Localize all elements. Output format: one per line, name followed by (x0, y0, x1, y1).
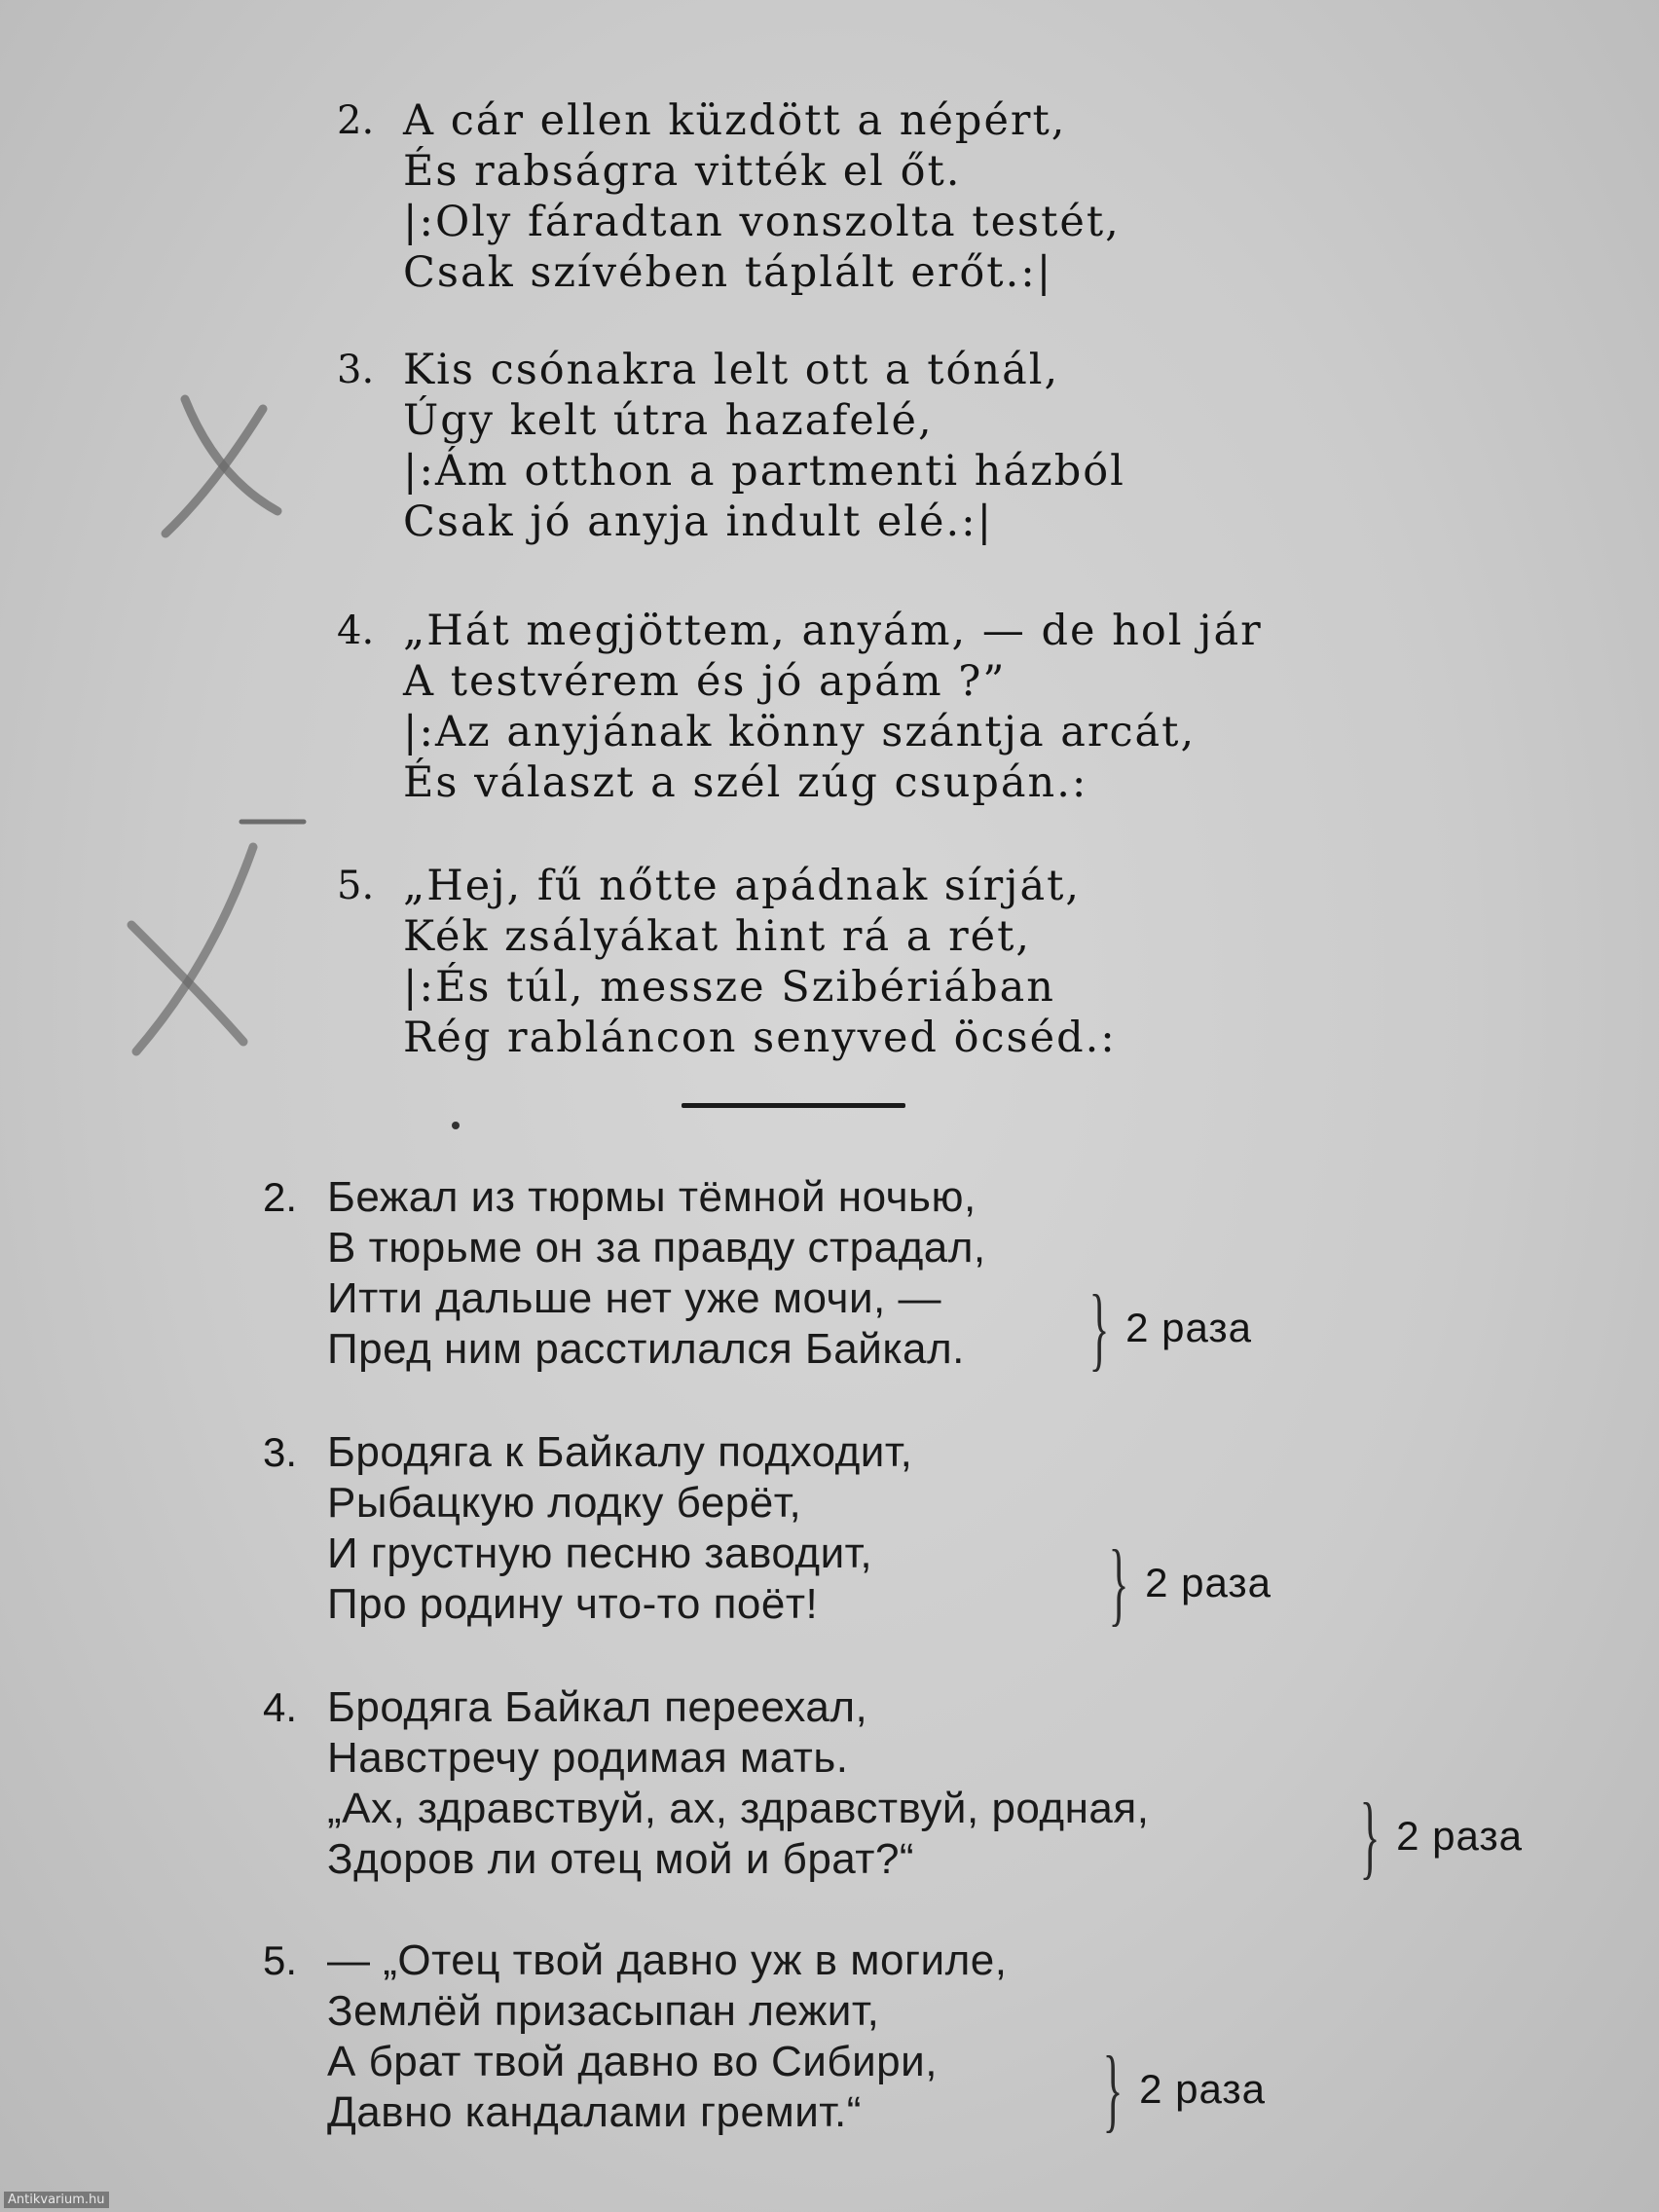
stanza-line: И грустную песню заводит, (327, 1530, 873, 1577)
hungarian-stanza-2 (337, 95, 1121, 298)
stanza-line: És rabságra vitték el őt. (403, 147, 962, 196)
stanza-line: Итти дальше нет уже мочи, — (327, 1274, 941, 1322)
pencil-cross-icon (146, 389, 292, 545)
stanza-line: |:És túl, messze Szibériában (403, 963, 1055, 1012)
repeat-marker (1096, 1530, 1272, 1635)
hungarian-stanza-5 (337, 861, 1117, 1063)
stanza-line: Rég rabláncon senyved öcséd.: (403, 1014, 1117, 1062)
stanza-number: 4. (263, 1684, 298, 1730)
brace-icon: } (1088, 1275, 1110, 1380)
brace-icon: } (1102, 2037, 1124, 2141)
hungarian-stanza-4 (337, 606, 1263, 808)
stanza-line: Úgy kelt útra hazafelé, (403, 396, 934, 445)
russian-stanza-3 (263, 1427, 912, 1630)
pencil-dash-icon (239, 816, 307, 828)
stanza-line: És választ a szél zúg csupán.: (403, 758, 1088, 807)
stanza-number: 3. (337, 348, 375, 392)
stanza-line: Рыбацкую лодку берёт, (327, 1479, 802, 1527)
stanza-number: 4. (337, 608, 375, 653)
stanza-number: 2. (263, 1174, 298, 1220)
stanza-line: А брат твой давно во Сибири, (327, 2038, 938, 2085)
stanza-number: 3. (263, 1429, 298, 1475)
russian-stanza-5 (263, 1936, 1007, 2138)
stanza-line: Про родину что-то поёт! (327, 1580, 819, 1628)
repeat-marker (1077, 1275, 1252, 1380)
stanza-line: — „Отец твой давно уж в могиле, (327, 1936, 1008, 1984)
stanza-line: Бродяга к Байкалу подходит, (327, 1428, 913, 1476)
stanza-number: 5. (263, 1937, 298, 1983)
stanza-line: „Ах, здравствуй, ах, здравствуй, родная, (327, 1785, 1150, 1832)
stanza-number: 2. (337, 98, 375, 143)
stanza-line: |:Az anyjának könny szántja arcát, (403, 708, 1197, 756)
stanza-line: A cár ellen küzdött a népért, (403, 96, 1067, 145)
repeat-label: 2 раза (1396, 1813, 1523, 1859)
stanza-line: A testvérem és jó apám ?” (403, 657, 1007, 706)
repeat-label: 2 раза (1139, 2066, 1266, 2112)
ink-dot (452, 1122, 460, 1129)
stanza-line: Бежал из тюрмы тёмной ночью, (327, 1173, 977, 1221)
stanza-line: Здоров ли отец мой и брат?“ (327, 1835, 915, 1883)
repeat-marker (1347, 1784, 1523, 1888)
stanza-line: |:Ám otthon a partmenti házból (403, 447, 1125, 496)
stanza-line: Бродяга Байкал переехал, (327, 1683, 868, 1731)
russian-stanza-2 (263, 1172, 986, 1375)
stanza-line: „Hej, fű nőtte apádnak sírját, (403, 862, 1082, 910)
hungarian-stanza-3 (337, 345, 1125, 547)
repeat-label: 2 раза (1145, 1560, 1272, 1605)
brace-icon: } (1108, 1530, 1129, 1635)
stanza-line: „Hát megjöttem, anyám, — de hol jár (403, 607, 1263, 655)
watermark: Antikvarium.hu (4, 2192, 109, 2208)
stanza-line: Землёй призасыпан лежит, (327, 1987, 880, 2035)
stanza-line: Csak jó anyja indult elé.:| (403, 498, 994, 546)
stanza-line: Kis csónakra lelt ott a tónál, (403, 346, 1060, 394)
stanza-line: Давно кандалами гремит.“ (327, 2088, 862, 2136)
stanza-line: Пред ним расстилался Байкал. (327, 1325, 965, 1373)
repeat-label: 2 раза (1125, 1305, 1252, 1350)
stanza-line: Навстречу родимая мать. (327, 1734, 849, 1782)
stanza-line: Kék zsályákat hint rá a rét, (403, 912, 1032, 961)
brace-icon: } (1359, 1784, 1381, 1888)
section-divider (682, 1103, 905, 1108)
stanza-number: 5. (337, 864, 375, 908)
repeat-marker (1090, 2037, 1266, 2141)
stanza-line: Csak szívében táplált erőt.:| (403, 248, 1053, 297)
stanza-line: |:Oly fáradtan vonszolta testét, (403, 198, 1121, 246)
russian-stanza-4 (263, 1682, 1149, 1885)
pencil-cross-icon (112, 818, 268, 1061)
stanza-line: В тюрьме он за правду страдал, (327, 1224, 986, 1272)
